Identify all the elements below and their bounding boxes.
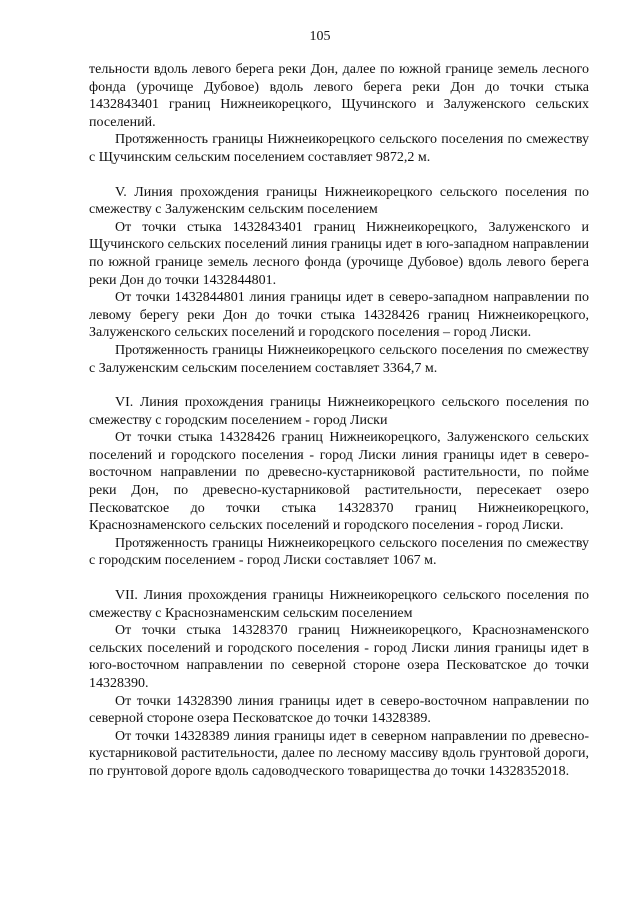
paragraph: От точки 14328390 линия границы идет в северо-восточном направлении по северной стороне озера Песковатское до точки 14328389.: [89, 693, 589, 727]
paragraph-length-zaluzhensky: Протяженность границы Нижнеикорецкого сельского поселения по смежеству с Залуженским сельским поселением составляет 3364,7 м.: [89, 342, 589, 376]
paragraph: От точки стыка 1432843401 границ Нижнеикорецкого, Залуженского и Щучинского сельских поселений линия границы идет в юго-западном направлении по южной границе земель лесного фонда (урочище Дубовое) вдоль левого берега реки Дон до точки 1432844801.: [89, 219, 589, 288]
paragraph: От точки 14328389 линия границы идет в северном направлении по древесно-кустарниковой растительности, далее по лесному массиву вдоль грунтовой дороги, по грунтовой дороге вдоль садоводческого товарищества до точки 14328352018.: [89, 728, 589, 779]
document-body: [89, 61, 589, 781]
paragraph: От точки 1432844801 линия границы идет в северо-западном направлении по левому берегу реки Дон до точки стыка 14328426 границ Нижнеикорецкого, Залуженского сельских поселений и городского поселения – город Лиски.: [89, 290, 589, 341]
page-number: 105: [309, 29, 331, 44]
section-heading-v: V. Линия прохождения границы Нижнеикорецкого сельского поселения по смежеству с Залуженским сельским поселением: [89, 184, 589, 218]
paragraph-length-shchuchinsky: Протяженность границы Нижнеикорецкого сельского поселения по смежеству с Щучинским сельским поселением составляет 9872,2 м.: [89, 132, 589, 165]
paragraph-continuation: тельности вдоль левого берега реки Дон, далее по южной границе земель лесного фонда (урочище Дубовое) вдоль левого берега реки Дон до точки стыка 1432843401 границ Нижнеикорецкого, Щучинского и Залуженского сельских поселений.: [89, 62, 589, 130]
section-heading-vii: VII. Линия прохождения границы Нижнеикорецкого сельского поселения по смежеству с Краснознаменским сельским поселением: [89, 588, 589, 621]
section-heading-vi: VI. Линия прохождения границы Нижнеикорецкого сельского поселения по смежеству с городским поселением - город Лиски: [89, 395, 589, 428]
paragraph-length-liski: Протяженность границы Нижнеикорецкого сельского поселения по смежеству с городским поселением - город Лиски составляет 1067 м.: [89, 535, 589, 569]
paragraph: От точки стыка 14328370 границ Нижнеикорецкого, Краснознаменского сельских поселений и городского поселения - город Лиски линия границы идет в юго-восточном направлении по северной стороне озера Песковатское до точки 14328390.: [89, 623, 589, 691]
paragraph: От точки стыка 14328426 границ Нижнеикорецкого, Залуженского сельских поселений и городского поселения - город Лиски линия границы идет в северо-восточном направлении по древесно-кустарниковой растительности, по пойме реки Дон, по древесно-кустарниковой растительности, пересекает озеро Песковатское до точки стыка 14328370 границ Нижнеикорецкого, Краснознаменского сельских поселений и городского поселения - город Лиски.: [89, 430, 589, 534]
